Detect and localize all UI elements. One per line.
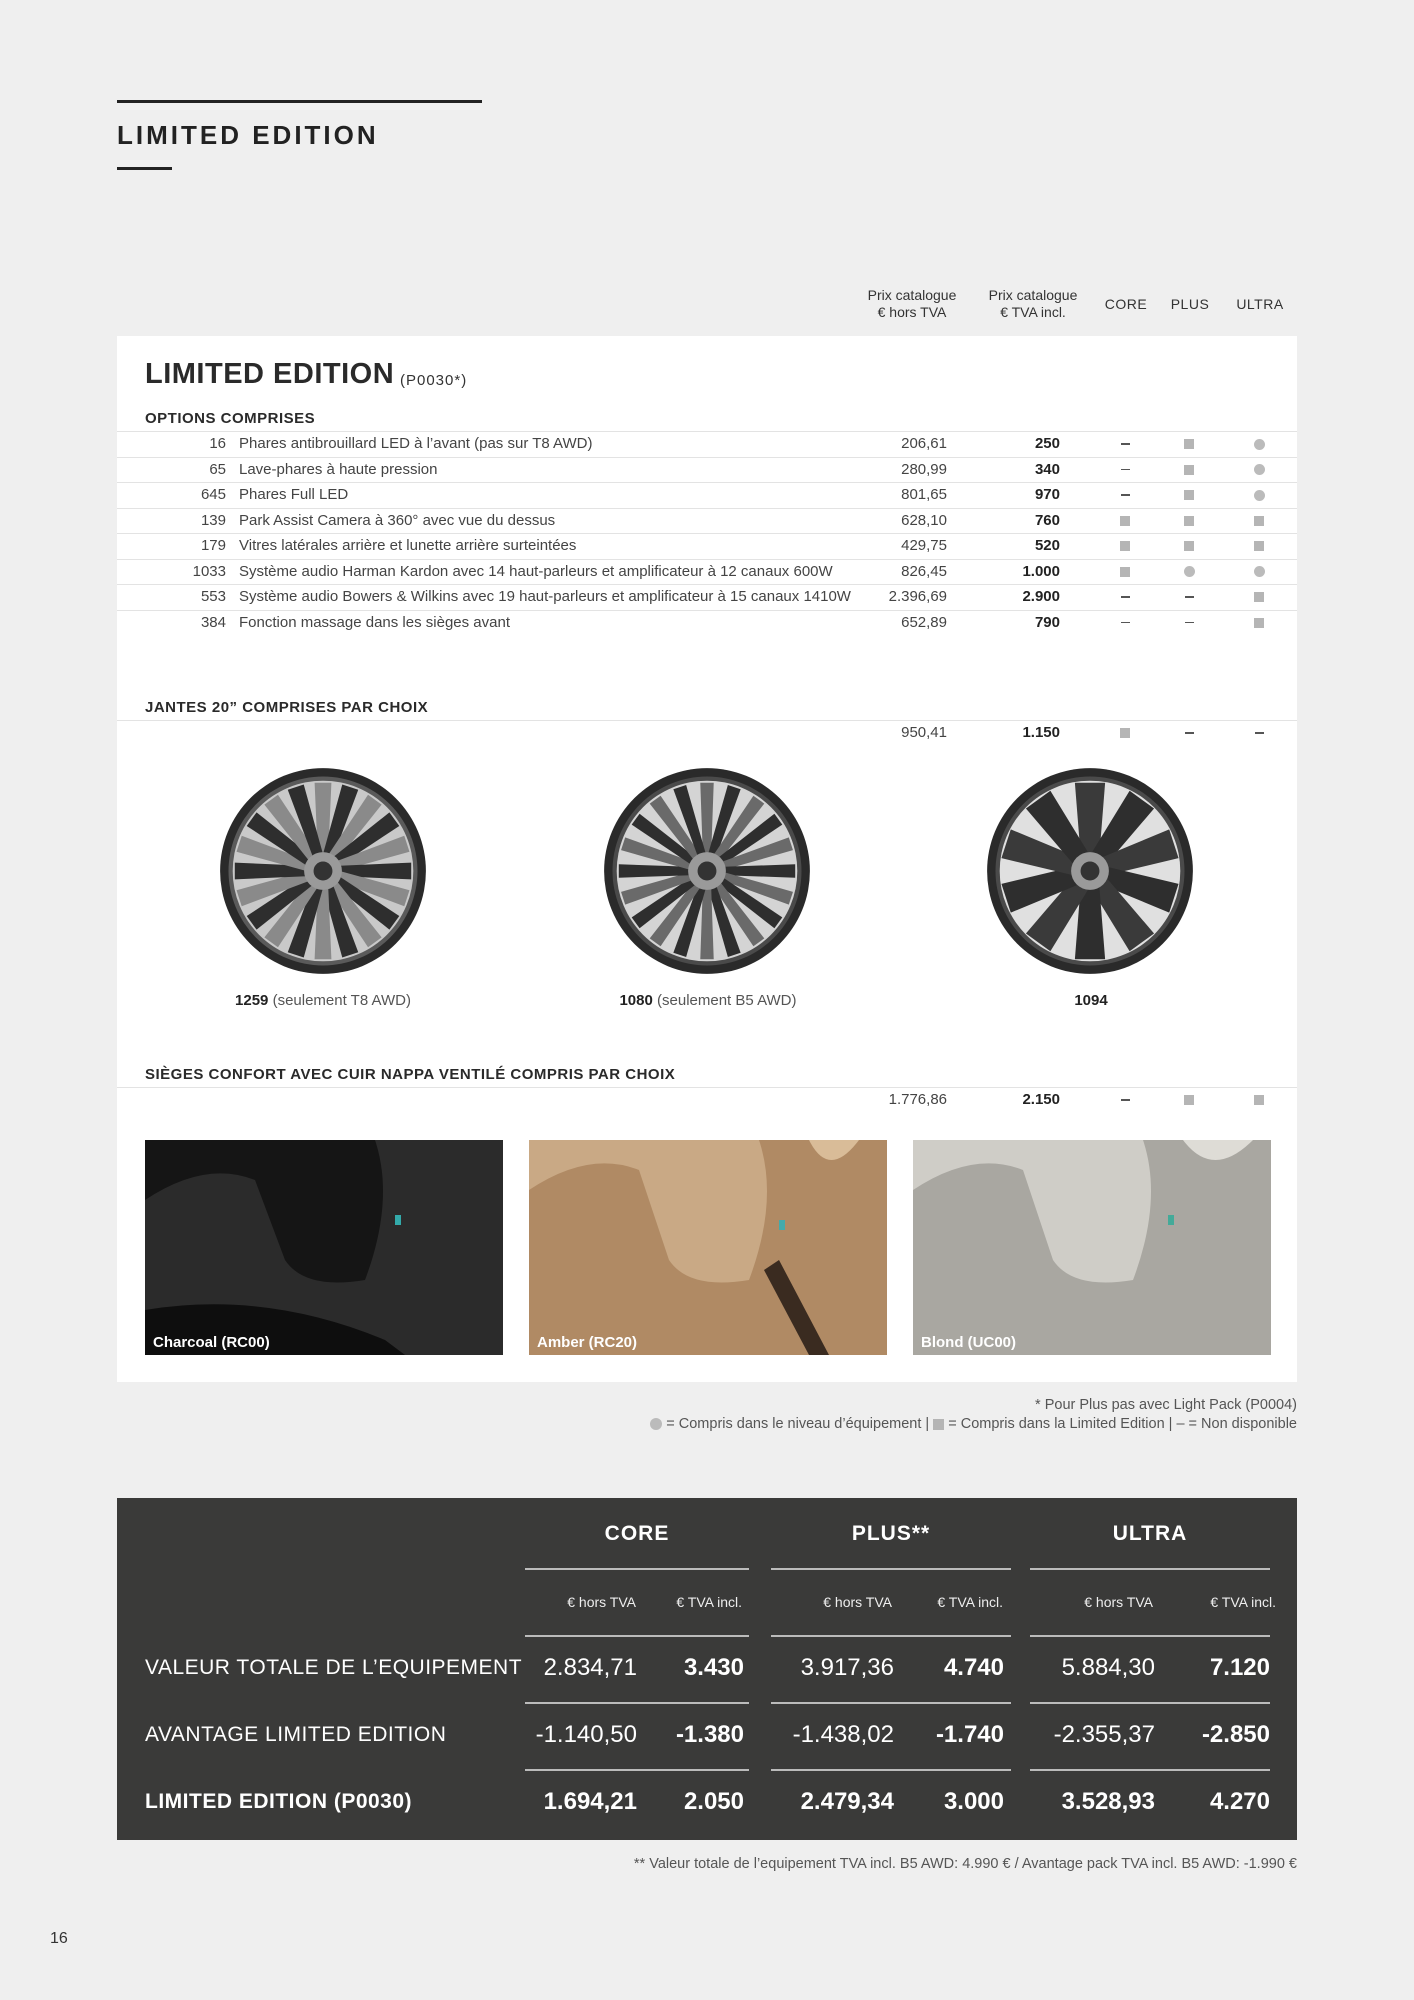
option-description: Système audio Harman Kardon avec 14 haut-parleurs et amplificateur à 12 canaux 600W (239, 562, 833, 580)
legend (650, 1416, 1297, 1432)
summary-row-label: VALEUR TOTALE DE L’EQUIPEMENT (145, 1656, 523, 1679)
table-row (117, 584, 1297, 610)
page-number: 16 (50, 1930, 68, 1947)
core-availability (1118, 534, 1132, 558)
summary-value: 2.834,71 (543, 1654, 637, 1681)
table-row (117, 482, 1297, 508)
plus-availability (1182, 585, 1196, 609)
option-number: 553 (200, 588, 226, 605)
summary-rule (771, 1635, 1011, 1637)
ultra-availability (1252, 560, 1266, 584)
wheels-table (117, 720, 1297, 746)
option-description: Lave-phares à haute pression (239, 460, 438, 478)
legend-dash-text: – = Non disponible (1176, 1416, 1297, 1432)
col-head-plus: PLUS (1170, 296, 1210, 312)
table-row (117, 508, 1297, 534)
summary-value: 3.528,93 (1061, 1788, 1155, 1815)
seat-charcoal-illustration (145, 1140, 503, 1355)
legend-dot-text: = Compris dans le niveau d’équipement | (666, 1416, 930, 1432)
summary-value: 4.740 (943, 1654, 1004, 1681)
square-marker-icon (1184, 490, 1194, 500)
wheel-1259-image (218, 766, 428, 976)
summary-value: 2.479,34 (800, 1788, 894, 1815)
plus-availability (1182, 432, 1196, 456)
option-number: 1033 (192, 562, 226, 580)
footnote: ** Valeur totale de l’equipement TVA incl. B5 AWD: 4.990 € / Avantage pack TVA incl. B5 AWD: -1.990 € (633, 1856, 1297, 1872)
seat-label: Amber (RC20) (537, 1334, 638, 1351)
price-ttc: 520 (1034, 537, 1060, 554)
dash-marker-icon (1185, 622, 1194, 624)
ultra-availability (1252, 458, 1266, 482)
summary-value: 7.120 (1209, 1654, 1270, 1681)
header-rule-top (117, 100, 482, 103)
price-ttc: 1.000 (1022, 562, 1060, 580)
panel-code: (P0030*) (400, 372, 468, 389)
dot-marker-icon (1184, 566, 1195, 577)
col-head-ttc-line2: € TVA incl. (1000, 304, 1066, 320)
plus-availability (1182, 721, 1196, 745)
summary-sub-ttc: € TVA incl. (1210, 1594, 1276, 1610)
summary-value: -1.740 (935, 1721, 1004, 1748)
dot-marker-icon (1254, 566, 1265, 577)
summary-rule (525, 1568, 749, 1570)
option-description: Phares Full LED (239, 486, 349, 503)
summary-value: 2.050 (683, 1788, 744, 1815)
ultra-availability (1252, 611, 1266, 635)
price-ttc: 2.150 (1022, 1091, 1060, 1108)
ultra-availability (1252, 1088, 1266, 1112)
price-ttc: 250 (1034, 435, 1060, 452)
summary-rule (771, 1568, 1011, 1570)
square-marker-icon (1120, 516, 1130, 526)
options-table (117, 431, 1297, 635)
price-ttc: 970 (1034, 486, 1060, 503)
option-number: 179 (200, 537, 226, 554)
ultra-availability (1252, 483, 1266, 507)
wheel-1080-image (602, 766, 812, 976)
price-ht: 801,65 (901, 486, 947, 503)
dot-marker-icon (1254, 464, 1265, 475)
col-head-core: CORE (1104, 296, 1148, 312)
wheel-caption-1094 (941, 992, 1241, 1009)
summary-rule (525, 1769, 749, 1771)
summary-value: -2.355,37 (1053, 1721, 1155, 1748)
seat-label: Blond (UC00) (921, 1334, 1016, 1351)
dash-marker-icon (1121, 469, 1130, 471)
square-marker-icon (1184, 516, 1194, 526)
price-ttc: 760 (1034, 511, 1060, 529)
table-row (117, 720, 1297, 746)
note-star: * Pour Plus pas avec Light Pack (P0004) (1035, 1397, 1297, 1413)
wheel-1094-image (985, 766, 1195, 976)
square-marker-icon (1184, 465, 1194, 475)
summary-value: 1.694,21 (543, 1788, 637, 1815)
option-description: Fonction massage dans les sièges avant (239, 613, 510, 631)
dot-marker-icon (1254, 439, 1265, 450)
col-head-ht-line1: Prix catalogue (867, 287, 957, 303)
wheel-caption-1259 (173, 992, 473, 1009)
square-marker-icon (1184, 541, 1194, 551)
plus-availability (1182, 611, 1196, 635)
legend-dot-icon (650, 1418, 662, 1430)
price-ttc: 340 (1034, 460, 1060, 478)
dash-marker-icon (1185, 732, 1194, 734)
wheel-caption-1080 (558, 992, 858, 1009)
summary-value: -1.438,02 (792, 1721, 894, 1748)
option-description: Vitres latérales arrière et lunette arrière surteintées (239, 537, 577, 554)
plus-availability (1182, 560, 1196, 584)
summary-rule (771, 1702, 1011, 1704)
wheel-code: 1094 (1074, 992, 1108, 1009)
dash-marker-icon (1121, 1099, 1130, 1101)
option-description: Système audio Bowers & Wilkins avec 19 haut-parleurs et amplificateur à 15 canaux 1410W (239, 588, 851, 605)
wheel-code: 1080 (619, 992, 653, 1009)
plus-availability (1182, 483, 1196, 507)
summary-rule (1030, 1568, 1270, 1570)
ultra-availability (1252, 534, 1266, 558)
price-ht: 206,61 (901, 435, 947, 452)
core-availability (1118, 560, 1132, 584)
panel-title: LIMITED EDITION (145, 358, 395, 390)
square-marker-icon (1254, 592, 1264, 602)
summary-rule (1030, 1635, 1270, 1637)
price-ht: 826,45 (901, 562, 947, 580)
summary-value: 5.884,30 (1061, 1654, 1155, 1681)
plus-availability (1182, 1088, 1196, 1112)
col-head-ht-line2: € hors TVA (877, 304, 947, 320)
summary-sub-ttc: € TVA incl. (676, 1594, 742, 1610)
table-row (117, 559, 1297, 585)
dash-marker-icon (1255, 732, 1264, 734)
summary-rule (525, 1702, 749, 1704)
summary-rule (1030, 1769, 1270, 1771)
price-ht: 1.776,86 (888, 1091, 947, 1108)
price-ht: 280,99 (901, 460, 947, 478)
seat-label: Charcoal (RC00) (153, 1334, 270, 1351)
col-head-ultra: ULTRA (1236, 296, 1284, 312)
col-head-ttc-line1: Prix catalogue (988, 287, 1078, 303)
wheel-code: 1259 (235, 992, 269, 1009)
square-marker-icon (1254, 516, 1264, 526)
square-marker-icon (1120, 728, 1130, 738)
price-ht: 950,41 (901, 724, 947, 741)
core-availability (1118, 721, 1132, 745)
seats-table (117, 1087, 1297, 1113)
summary-col-plus: PLUS** (851, 1522, 931, 1545)
col-head-ttc (983, 287, 1083, 321)
dash-marker-icon (1121, 494, 1130, 496)
seat-amber-image (529, 1140, 887, 1355)
price-ttc: 790 (1034, 613, 1060, 631)
table-row (117, 610, 1297, 636)
seat-blond-illustration (913, 1140, 1271, 1355)
options-heading: OPTIONS COMPRISES (145, 410, 316, 427)
seat-blond-image (913, 1140, 1271, 1355)
wheel-note: (seulement B5 AWD) (657, 992, 797, 1009)
header-rule-bottom (117, 167, 172, 170)
plus-availability (1182, 534, 1196, 558)
dash-marker-icon (1121, 443, 1130, 445)
option-number: 139 (200, 511, 226, 529)
table-row (117, 431, 1297, 457)
price-ht: 2.396,69 (888, 588, 947, 605)
option-number: 645 (200, 486, 226, 503)
legend-square-icon (933, 1419, 944, 1430)
summary-sub-ht: € hors TVA (567, 1594, 636, 1610)
dot-marker-icon (1254, 490, 1265, 501)
square-marker-icon (1254, 1095, 1264, 1105)
table-row (117, 457, 1297, 483)
ultra-availability (1252, 432, 1266, 456)
summary-value: 3.430 (683, 1654, 744, 1681)
ultra-availability (1252, 721, 1266, 745)
summary-sub-ht: € hors TVA (823, 1594, 892, 1610)
square-marker-icon (1254, 618, 1264, 628)
summary-value: 4.270 (1209, 1788, 1270, 1815)
summary-rule (1030, 1702, 1270, 1704)
dash-marker-icon (1185, 596, 1194, 598)
ultra-availability (1252, 585, 1266, 609)
option-number: 16 (209, 435, 226, 452)
square-marker-icon (1184, 1095, 1194, 1105)
price-ht: 652,89 (901, 613, 947, 631)
summary-value: -2.850 (1201, 1721, 1270, 1748)
wheel-note: (seulement T8 AWD) (272, 992, 411, 1009)
summary-table (117, 1498, 1297, 1840)
summary-value: -1.140,50 (535, 1721, 637, 1748)
summary-col-ultra: ULTRA (1112, 1522, 1188, 1545)
core-availability (1118, 458, 1132, 482)
dash-marker-icon (1121, 622, 1130, 624)
square-marker-icon (1184, 439, 1194, 449)
dash-marker-icon (1121, 596, 1130, 598)
summary-row-label: AVANTAGE LIMITED EDITION (145, 1723, 447, 1746)
core-availability (1118, 585, 1132, 609)
square-marker-icon (1120, 541, 1130, 551)
summary-rule (525, 1635, 749, 1637)
core-availability (1118, 432, 1132, 456)
ultra-availability (1252, 509, 1266, 533)
price-ht: 628,10 (901, 511, 947, 529)
price-ttc: 2.900 (1022, 588, 1060, 605)
plus-availability (1182, 458, 1196, 482)
option-description: Phares antibrouillard LED à l’avant (pas sur T8 AWD) (239, 435, 593, 452)
wheels-heading: JANTES 20” COMPRISES PAR CHOIX (145, 699, 429, 716)
price-ttc: 1.150 (1022, 724, 1060, 741)
seat-charcoal-image (145, 1140, 503, 1355)
option-number: 384 (200, 613, 226, 631)
summary-row-label: LIMITED EDITION (P0030) (145, 1790, 413, 1813)
core-availability (1118, 611, 1132, 635)
seats-heading: SIÈGES CONFORT AVEC CUIR NAPPA VENTILÉ COMPRIS PAR CHOIX (145, 1066, 676, 1083)
page-title: LIMITED EDITION (117, 120, 379, 150)
price-ht: 429,75 (901, 537, 947, 554)
summary-col-core: CORE (604, 1522, 670, 1545)
summary-sub-ttc: € TVA incl. (937, 1594, 1003, 1610)
summary-sub-ht: € hors TVA (1084, 1594, 1153, 1610)
core-availability (1118, 1088, 1132, 1112)
table-row (117, 533, 1297, 559)
col-head-ht (862, 287, 962, 321)
seat-amber-illustration (529, 1140, 887, 1355)
table-row (117, 1087, 1297, 1113)
core-availability (1118, 509, 1132, 533)
summary-value: -1.380 (675, 1721, 744, 1748)
square-marker-icon (1254, 541, 1264, 551)
summary-value: 3.000 (943, 1788, 1004, 1815)
option-description: Park Assist Camera à 360° avec vue du dessus (239, 511, 556, 529)
summary-value: 3.917,36 (800, 1654, 894, 1681)
core-availability (1118, 483, 1132, 507)
square-marker-icon (1120, 567, 1130, 577)
plus-availability (1182, 509, 1196, 533)
option-number: 65 (209, 460, 226, 478)
legend-square-text: = Compris dans la Limited Edition | (948, 1416, 1173, 1432)
summary-rule (771, 1769, 1011, 1771)
